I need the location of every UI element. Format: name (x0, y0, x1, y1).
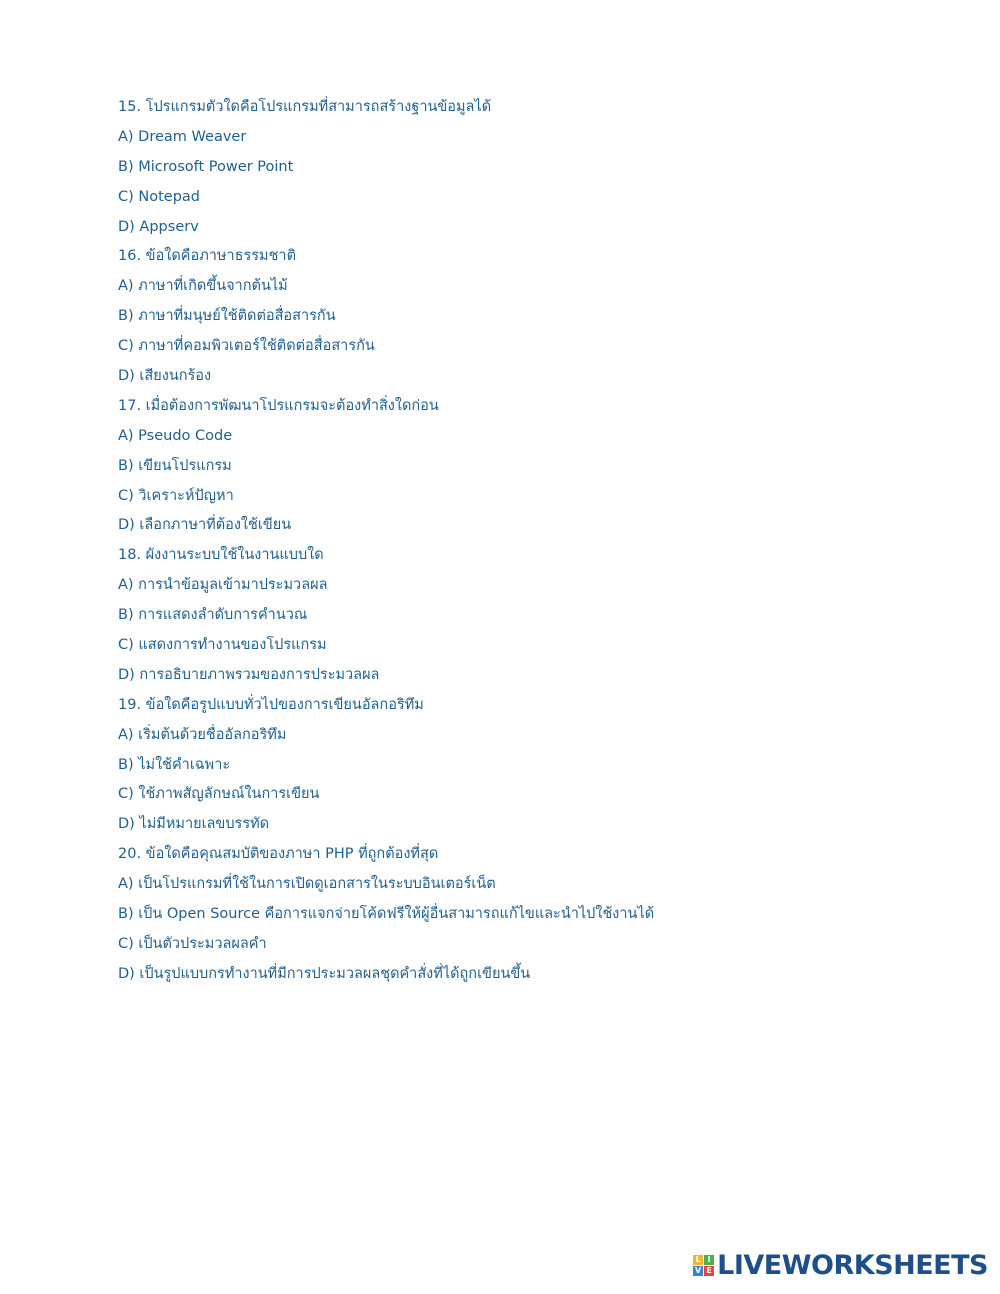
option-b: B) เขียนโปรแกรม (118, 457, 232, 474)
option-d: D) ไม่มีหมายเลขบรรทัด (118, 816, 270, 833)
worksheet (118, 93, 938, 990)
logo-mark-icon (693, 1255, 714, 1276)
logo-text: LIVEWORKSHEETS (717, 1249, 988, 1281)
option-a: A) การนำข้อมูลเข้ามาประมวลผล (118, 577, 328, 594)
option-d: D) การอธิบายภาพรวมของการประมวลผล (118, 666, 380, 683)
question-text: 15. โปรแกรมตัวใดคือโปรแกรมที่สามารถสร้างฐานข้อมูลได้ (118, 99, 492, 115)
question-text: 18. ผังงานระบบใช้ในงานแบบใด (118, 547, 324, 564)
option-d: D) เลือกภาษาที่ต้องใช้เขียน (118, 517, 292, 534)
option-d: D) เสียงนกร้อง (118, 368, 212, 385)
option-a: A) ภาษาที่เกิดขึ้นจากต้นไม้ (118, 278, 288, 295)
logo-mark-i: I (704, 1255, 714, 1265)
logo-mark-l: L (693, 1255, 703, 1265)
option-b: B) ไม่ใช้คำเฉพาะ (118, 756, 231, 773)
liveworksheets-logo (693, 1250, 988, 1280)
option-a: A) Pseudo Code (118, 427, 233, 444)
question-16 (118, 242, 938, 391)
question-20 (118, 840, 938, 989)
option-a: A) Dream Weaver (118, 128, 247, 145)
option-c: C) Notepad (118, 188, 201, 205)
question-text: 17. เมื่อต้องการพัฒนาโปรแกรมจะต้องทำสิ่งใดก่อน (118, 397, 439, 414)
question-15 (118, 93, 938, 242)
option-d: D) Appserv (118, 218, 199, 235)
question-18 (118, 541, 938, 690)
option-a: A) เริ่มต้นด้วยชื่ออัลกอริทึม (118, 726, 287, 743)
option-c: C) ใช้ภาพสัญลักษณ์ในการเขียน (118, 786, 320, 803)
question-text: 20. ข้อใดคือคุณสมบัติของภาษา PHP ที่ถูกต้องที่สุด (118, 846, 439, 863)
logo-mark-e: E (704, 1266, 714, 1276)
option-c: C) เป็นตัวประมวลผลคำ (118, 935, 267, 952)
question-17 (118, 392, 938, 541)
option-b: B) ภาษาที่มนุษย์ใช้ติดต่อสื่อสารกัน (118, 308, 336, 325)
option-c: C) วิเคราะห์ปัญหา (118, 487, 234, 504)
option-c: C) แสดงการทำงานของโปรแกรม (118, 637, 327, 654)
question-text: 19. ข้อใดคือรูปแบบทั่วไปของการเขียนอัลกอริทึม (118, 696, 424, 713)
question-19 (118, 691, 938, 840)
logo-mark-v: V (695, 1265, 702, 1275)
option-d: D) เป็นรูปแบบกรทำงานที่มีการประมวลผลชุดคำสั่งที่ได้ถูกเขียนขึ้น (118, 965, 531, 982)
question-text: 16. ข้อใดคือภาษาธรรมชาติ (118, 248, 296, 265)
option-c: C) ภาษาที่คอมพิวเตอร์ใช้ติดต่อสื่อสารกัน (118, 338, 375, 355)
option-a: A) เป็นโปรแกรมที่ใช้ในการเปิดดูเอกสารในระบบอินเตอร์เน็ต (118, 876, 496, 893)
option-b: B) เป็น Open Source คือการแจกจ่ายโค้ดฟรีให้ผู้อื่นสามารถแก้ไขและนำไปใช้งานได้ (118, 906, 655, 923)
option-b: B) Microsoft Power Point (118, 158, 294, 175)
option-b: B) การแสดงลำดับการคำนวณ (118, 607, 308, 624)
